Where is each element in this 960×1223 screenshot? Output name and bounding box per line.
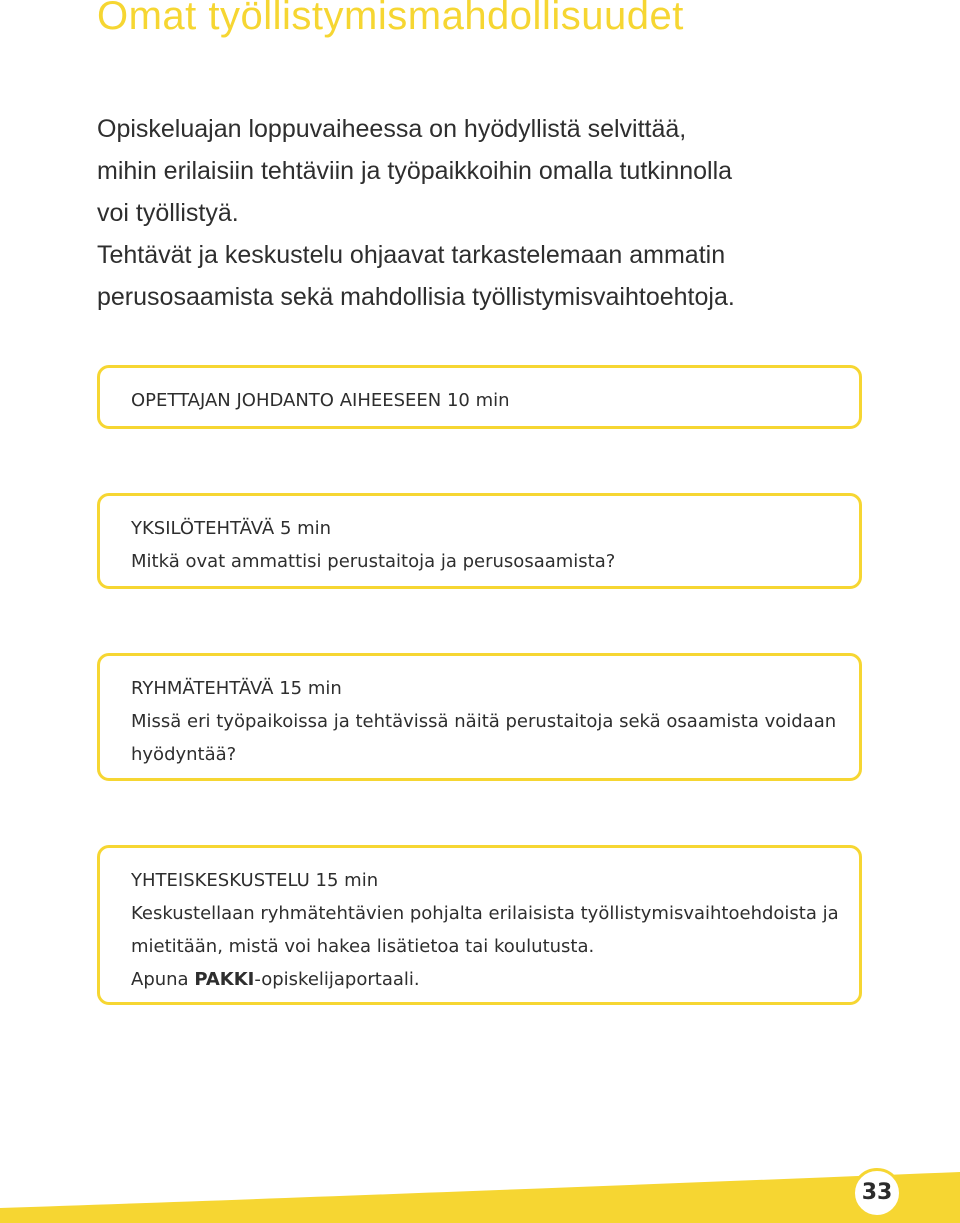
task-heading: YHTEISKESKUSTELU 15 min (131, 870, 379, 891)
task-text-portal (131, 963, 839, 996)
page-number-badge: 33 (852, 1168, 902, 1218)
intro-paragraph (97, 108, 897, 318)
intro-line: mihin erilaisiin tehtäviin ja työpaikkoihin omalla tutkinnolla (97, 157, 733, 185)
task-box-individual (97, 493, 862, 589)
task-text: Mitkä ovat ammattisi perustaitoja ja perusosaamista? (131, 551, 616, 572)
task-text: Missä eri työpaikoissa ja tehtävissä näitä perustaitoja sekä osaamista voidaan (131, 711, 837, 732)
intro-line: Tehtävät ja keskustelu ohjaavat tarkastelemaan ammatin (97, 241, 726, 269)
footer-wave-shape (0, 1172, 960, 1223)
task-text: hyödyntää? (131, 744, 237, 765)
task-text: Keskustellaan ryhmätehtävien pohjalta erilaisista työllistymisvaihtoehdoista ja (131, 903, 839, 924)
task-box-teacher-intro (97, 365, 862, 429)
portal-name: PAKKI (194, 969, 255, 990)
intro-line: perusosaamista sekä mahdollisia työllistymisvaihtoehtoja. (97, 283, 735, 311)
intro-line: voi työllistyä. (97, 199, 239, 227)
portal-suffix: -opiskelijaportaali. (254, 969, 420, 990)
task-box-discussion (97, 845, 862, 1005)
task-heading: RYHMÄTEHTÄVÄ 15 min (131, 678, 342, 699)
footer-wave-decoration (0, 1150, 960, 1223)
portal-prefix: Apuna (131, 969, 195, 990)
intro-line: Opiskeluajan loppuvaiheessa on hyödyllistä selvittää, (97, 115, 687, 143)
page-title: Omat työllistymismahdollisuudet (97, 0, 684, 38)
task-text: mietitään, mistä voi hakea lisätietoa tai koulutusta. (131, 936, 595, 957)
task-heading: OPETTAJAN JOHDANTO AIHEESEEN 10 min (131, 390, 510, 411)
task-box-group (97, 653, 862, 781)
task-heading: YKSILÖTEHTÄVÄ 5 min (131, 518, 332, 539)
